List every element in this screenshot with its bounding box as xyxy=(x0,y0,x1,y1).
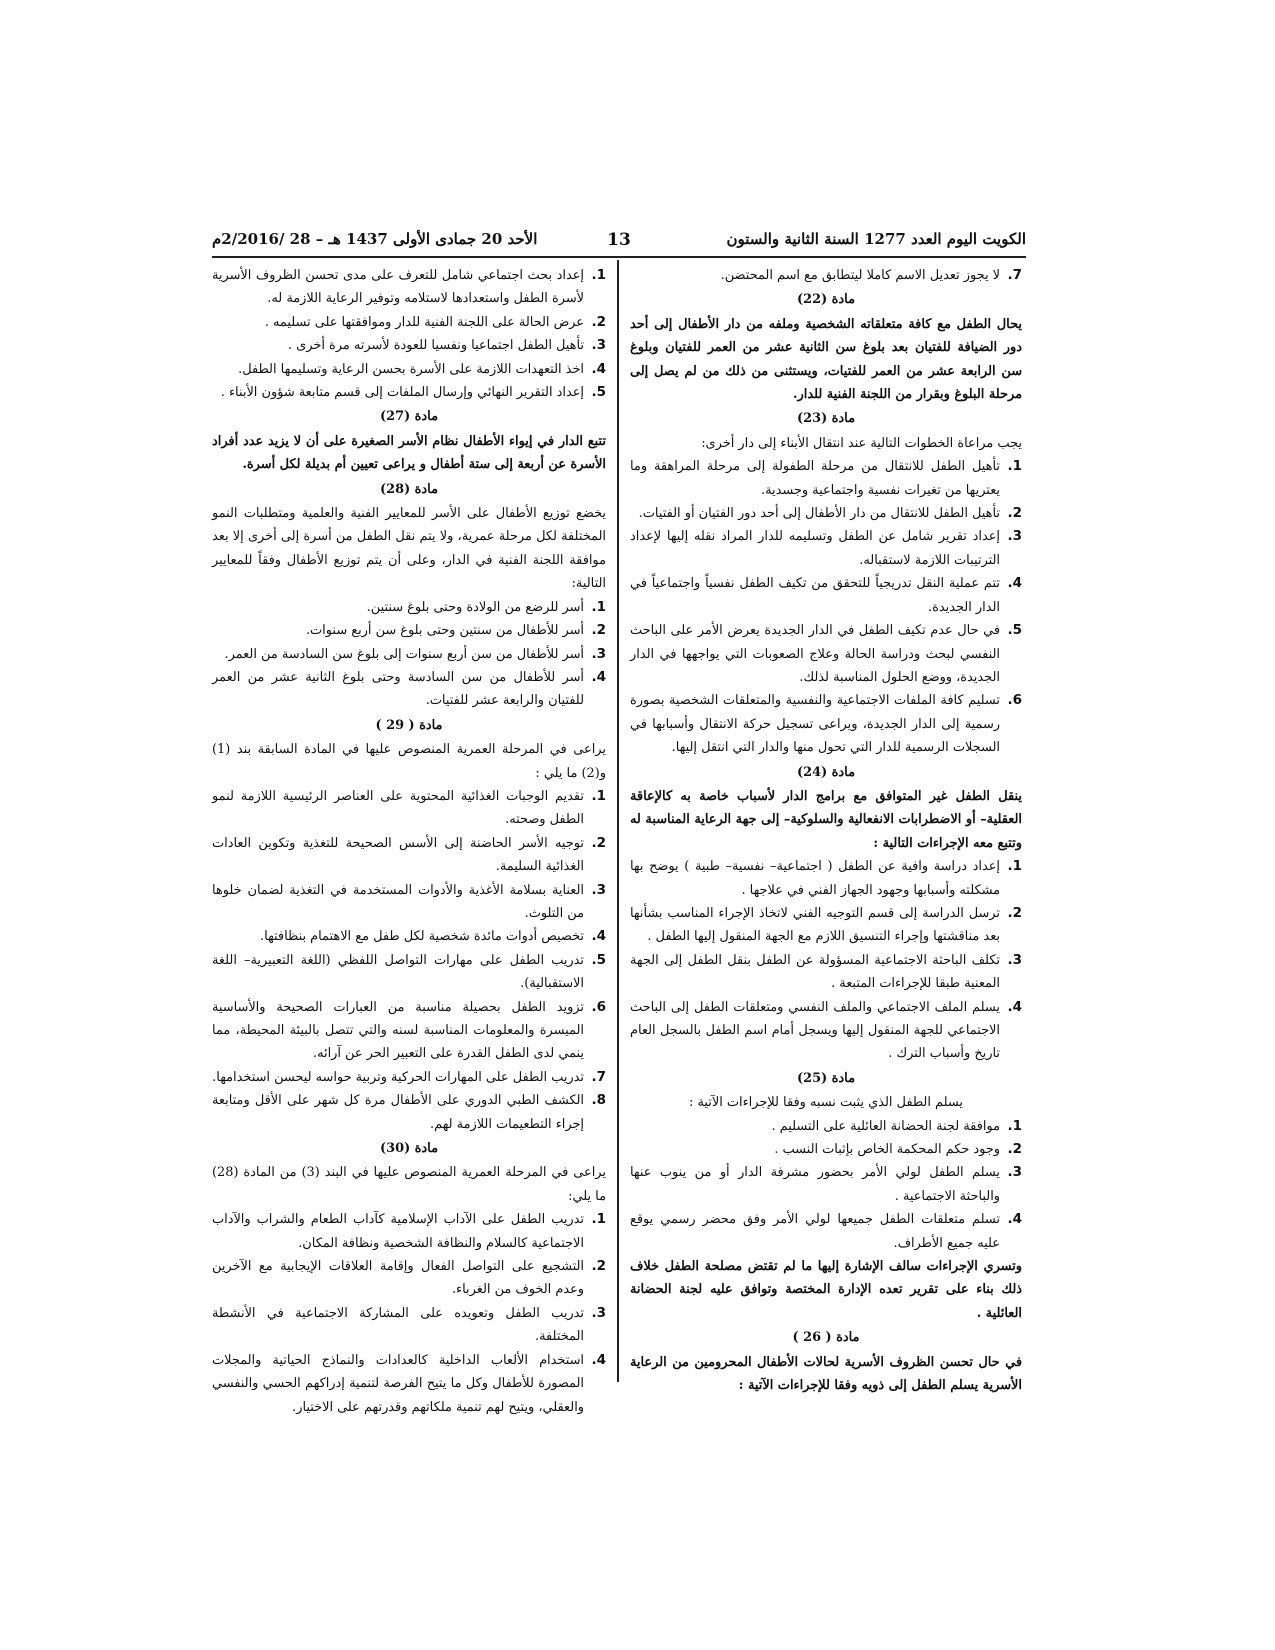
article-intro-28: يخضع توزيع الأطفال على الأسر للمعايير الفنية والعلمية ومتطلبات النمو المختلفة لكل مرحلة عمرية، ولا يتم نقل الطفل من أسرة إلى أخرى إلا بعد موافقة اللجنة الفنية في الدار، وعلى أن يتم توزيع الأطفال وفقاً للمعايير التالية: xyxy=(212,506,606,592)
list-item-text: توجيه الأسر الحاضنة إلى الأسس الصحيحة للتغذية وتكوين العادات الغذائية السليمة. xyxy=(212,835,584,875)
list-item-text: تأهيل الطفل للانتقال من دار الأطفال إلى أحد دور الفتيان أو الفتيات. xyxy=(638,506,1000,522)
list-item-text: أسر للرضع من الولادة وحتى بلوغ سنتين. xyxy=(366,599,584,615)
list-item-number: 2. xyxy=(1007,505,1022,522)
list-item-text: تسلم متعلقات الطفل جميعها لولي الأمر وفق محضر رسمي يوقع عليه جميع الأطراف. xyxy=(630,1212,1000,1251)
article-title-23: مادة (23) xyxy=(797,411,855,427)
list-item-number: 4. xyxy=(591,1351,606,1368)
list-item-text: تأهيل الطفل اجتماعيا ونفسيا للعودة لأسرته مرة أخرى . xyxy=(287,338,584,354)
top-list xyxy=(212,264,606,404)
list-item-text: تدريب الطفل على الآداب الإسلامية كآداب الطعام والشراب والآداب الاجتماعية كالسلام والنظافة الشخصية ونظافة المكان. xyxy=(212,1212,584,1251)
list-item-text: إعداد بحث اجتماعي شامل للتعرف على مدى تحسن الظروف الأسرية لأسرة الطفل واستعدادها لاستلامه وتوفير الرعاية اللازمة له. xyxy=(212,268,584,307)
list-item-text: أسر للأطفال من سن السادسة وحتى بلوغ الثانية عشر من العمر للفتيان والرابعة عشر للفتيات. xyxy=(212,669,584,709)
list-item xyxy=(630,1138,1022,1161)
list-item xyxy=(212,1066,606,1089)
right-column xyxy=(630,264,1022,1398)
article-title-27: مادة (27) xyxy=(380,409,438,425)
list-item xyxy=(212,358,606,381)
list-item xyxy=(212,596,606,619)
list-item xyxy=(212,666,606,713)
list-item-number: 3. xyxy=(591,1304,606,1321)
list-item-text: العناية بسلامة الأغذية والأدوات المستخدمة في التغذية لضمان خلوها من التلوث. xyxy=(212,882,584,921)
list-item-number: 5. xyxy=(591,384,606,401)
list-item-number: 2. xyxy=(591,622,606,639)
list-item-text: ترسل الدراسة إلى قسم التوجيه الفني لاتخاذ الإجراء المناسب بشأنها بعد مناقشتها وإجراء التنسيق اللازم مع الجهة المنقول إليها الطفل . xyxy=(630,905,1000,945)
list-item-number: 1. xyxy=(1007,458,1022,475)
list-item-text: تدريب الطفل على المهارات الحركية وتربية حواسه ليحسن استخدامها. xyxy=(212,1069,584,1085)
article-text-27: تتبع الدار في إيواء الأطفال نظام الأسر الصغيرة على أن لا يزيد عدد أفراد الأسرة عن أربعة إلى ستة أطفال و يراعى تعيين أم بديلة لكل أسرة. xyxy=(212,433,606,473)
list-item-number: 5. xyxy=(591,951,606,968)
article-outro-25: وتسري الإجراءات سالف الإشارة إليها ما لم تقتض مصلحة الطفل خلاف ذلك بناء على تقرير تعده الإدارة المختصة وتوافق عليه لجنة الحضانة العائلية . xyxy=(630,1259,1022,1321)
list-item-number: 4. xyxy=(1007,1211,1022,1228)
list-item-number: 2. xyxy=(1007,1141,1022,1158)
article-title-25: مادة (25) xyxy=(797,1070,855,1086)
list-item-number: 3. xyxy=(591,337,606,354)
list-item-number: 4. xyxy=(1007,998,1022,1015)
article-title-30: مادة (30) xyxy=(380,1141,438,1157)
list-item xyxy=(630,455,1022,502)
list-item-number: 6. xyxy=(1007,692,1022,709)
list-item-number: 1. xyxy=(591,1211,606,1228)
list-item-text: الكشف الطبي الدوري على الأطفال مرة كل شهر على الأقل ومتابعة إجراء التطعيمات اللازمة لهم. xyxy=(212,1093,584,1132)
list-item-text: في حال عدم تكيف الطفل في الدار الجديدة يعرض الأمر على الباحث النفسي لبحث ودراسة الحالة وعلاج الصعوبات التي يواجهها في الدار الجديدة، ووضع الحلول المناسبة لذلك. xyxy=(630,623,1000,685)
list-item-text: إعداد دراسة وافية عن الطفل ( اجتماعية– نفسية– طبية ) يوضح بها مشكلته وأسبابها وجهود الجهاز الفني في علاجها . xyxy=(630,859,1000,898)
article-title-26: مادة ( 26 ) xyxy=(792,1330,860,1346)
list-item-number: 4. xyxy=(591,360,606,377)
page-number: 13 xyxy=(607,230,631,250)
list-item-number: 5. xyxy=(1007,622,1022,639)
article-text-22: يحال الطفل مع كافة متعلقاته الشخصية وملفه من دار الأطفال إلى أحد دور الضيافة للفتيان بعد بلوغ سن الثانية عشر من العمر للفتيان وبلوغ سن الرابعة عشر من العمر للفتيات، ويستثنى من ذلك من لم يصل إلى مرحلة البلوغ وبقرار من اللجنة الفنية للدار. xyxy=(630,316,1022,403)
list-item-text: أسر للأطفال من سنتين وحتى بلوغ سن أربع سنوات. xyxy=(305,623,584,639)
list-item xyxy=(212,619,606,642)
list-item-text: إعداد تقرير شامل عن الطفل وتسليمه للدار المراد نقله إليها لإعداد الترتيبات اللازمة لاستقباله. xyxy=(630,529,1000,568)
article-25-list xyxy=(630,1115,1022,1255)
article-title-28: مادة (28) xyxy=(380,481,438,497)
list-item-number: 1. xyxy=(591,267,606,283)
list-item-number: 3. xyxy=(1007,528,1022,545)
list-item xyxy=(212,264,606,311)
article-intro-30: يراعى في المرحلة العمرية المنصوص عليها في البند (3) من المادة (28) ما يلي: xyxy=(212,1165,606,1204)
list-item-number: 1. xyxy=(591,787,606,804)
list-item-text: تسليم كافة الملفات الاجتماعية والنفسية والمتعلقات الشخصية بصورة رسمية إلى الدار الجديدة، ويراعى تسجيل حركة الانتقال وأسبابها في السجلات الرسمية للدار التي تحول منها والدار التي انتقل إليها. xyxy=(630,693,1000,756)
article-intro-25: يسلم الطفل الذي يثبت نسبه وفقا للإجراءات الآتية : xyxy=(689,1095,963,1111)
list-item-number: 7. xyxy=(591,1068,606,1085)
list-item-number: 6. xyxy=(591,998,606,1015)
list-item-text: يسلم الطفل لولي الأمر بحضور مشرفة الدار أو من ينوب عنها والباحثة الاجتماعية . xyxy=(630,1165,1000,1204)
list-item-number: 3. xyxy=(591,881,606,898)
list-item-number: 4. xyxy=(591,668,606,685)
list-item-number: 3. xyxy=(1007,1164,1022,1181)
list-item xyxy=(630,1208,1022,1255)
list-item-text: إعداد التقرير النهائي وإرسال الملفات إلى قسم متابعة شؤون الأبناء . xyxy=(220,385,584,401)
header-rule xyxy=(212,256,1026,258)
article-30-list xyxy=(212,1208,606,1419)
article-intro-24: ينقل الطفل غير المتوافق مع برامج الدار لأسباب خاصة به كالإعاقة العقلية– أو الاضطرابات الانفعالية والسلوكية– إلى جهة الرعاية المناسبة له وتتبع معه الإجراءات التالية : xyxy=(630,788,1022,851)
list-item xyxy=(630,1115,1022,1138)
list-item-number: 3. xyxy=(1007,951,1022,968)
list-item xyxy=(630,572,1022,619)
article-intro-29: يراعى في المرحلة العمرية المنصوص عليها في المادة السابقة بند (1) و(2) ما يلي : xyxy=(212,742,606,781)
list-item-number: 4. xyxy=(1007,575,1022,592)
list-item xyxy=(212,1302,606,1349)
list-item xyxy=(212,1255,606,1302)
list-item: 7. لا يجوز تعديل الاسم كاملا ليتطابق مع اسم المحتضن. xyxy=(720,267,1022,283)
list-item-text: تدريب الطفل على مهارات التواصل اللفظي (اللغة التعبيرية– اللغة الاستقبالية). xyxy=(212,952,584,992)
page-header xyxy=(212,228,1026,254)
list-item xyxy=(212,334,606,357)
list-item-number: 4. xyxy=(591,928,606,945)
list-item-text: التشجيع على التواصل الفعال وإقامة العلاقات الإيجابية مع الآخرين وعدم الخوف من الغرباء. xyxy=(212,1259,584,1298)
list-item-text: أسر للأطفال من سن أربع سنوات إلى بلوغ سن السادسة من العمر. xyxy=(224,646,584,662)
article-24-list xyxy=(630,855,1022,1066)
header-date: الأحد 20 جمادى الأولى 1437 هـ – 28 /2/2016م xyxy=(212,230,538,248)
list-item-text: تدريب الطفل وتعويده على المشاركة الاجتماعية في الأنشطة المختلفة. xyxy=(212,1305,584,1345)
list-item xyxy=(212,1208,606,1255)
list-item-text: تقديم الوجبات الغذائية المحتوية على العناصر الرئيسية اللازمة لنمو الطفل وصحته. xyxy=(212,788,584,828)
article-title-24: مادة (24) xyxy=(797,764,855,780)
list-item-text: اخذ التعهدات اللازمة على الأسرة بحسن الرعاية وتسليمها الطفل. xyxy=(238,361,584,377)
article-29-list xyxy=(212,785,606,1136)
column-divider xyxy=(617,260,619,1382)
left-column xyxy=(212,264,606,1419)
list-item-number: 2. xyxy=(591,1258,606,1275)
list-item xyxy=(212,311,606,334)
article-28-list xyxy=(212,596,606,713)
article-intro-23: يجب مراعاة الخطوات التالية عند انتقال الأبناء إلى دار أخرى: xyxy=(701,435,1022,451)
list-item xyxy=(630,902,1022,949)
list-item xyxy=(212,785,606,832)
article-title-22: مادة (22) xyxy=(797,292,855,308)
list-item-text: تكلف الباحثة الاجتماعية المسؤولة عن الطفل بنقل الطفل إلى الجهة المعنية طبقا للإجراءات المتبعة . xyxy=(630,952,1000,992)
list-item xyxy=(630,949,1022,996)
list-item xyxy=(212,949,606,996)
list-item-text: تأهيل الطفل للانتقال من مرحلة الطفولة إلى مرحلة المراهقة وما يعتريها من تغيرات نفسية واجتماعية وجسدية. xyxy=(630,459,1000,498)
list-item-text: يسلم الملف الاجتماعي والملف النفسي ومتعلقات الطفل إلى الباحث الاجتماعي للجهة المنقول إليها ويسجل أمام اسم الطفل بالسجل العام تاريخ وأسباب الترك . xyxy=(630,999,1000,1062)
list-item-number: 2. xyxy=(591,313,606,330)
list-item-text: عرض الحالة على اللجنة الفنية للدار وموافقتها على تسليمه . xyxy=(264,314,584,330)
header-publication: الكويت اليوم العدد 1277 السنة الثانية والستون xyxy=(726,230,1026,248)
list-item-text: موافقة لجنة الحضانة العائلية على التسليم . xyxy=(771,1118,1000,1134)
article-text-26: في حال تحسن الظروف الأسرية لحالات الأطفال المحرومين من الرعاية الأسرية يسلم الطفل إلى ذويه وفقا للإجراءات الآتية : xyxy=(630,1354,1022,1394)
list-item xyxy=(630,619,1022,689)
list-item-text: وجود حكم المحكمة الخاص بإثبات النسب . xyxy=(774,1142,1000,1158)
list-item-text: تتم عملية النقل تدريجياً للتحقق من تكيف الطفل نفسياً واجتماعياً في الدار الجديدة. xyxy=(630,576,1000,615)
list-item xyxy=(630,525,1022,572)
list-item-number: 1. xyxy=(1007,1117,1022,1134)
list-item xyxy=(630,689,1022,759)
list-item-text: تزويد الطفل بحصيلة مناسبة من العبارات الصحيحة والأساسية الميسرة والمعلومات المناسبة لسنه والتي تتصل بالبيئة المحيطة، مما ينمي لدى الطفل القدرة على التعبير الحر عن آرائه. xyxy=(212,999,584,1062)
list-item xyxy=(212,381,606,404)
list-item-number: 2. xyxy=(1007,904,1022,921)
list-item-text: استخدام الألعاب الداخلية كالعدادات والنماذج الحياتية والمجلات المصورة للأطفال وكل ما يتيح الفرصة لتنمية إدراكهم الحسي والنفسي والعقلي، ويتيح لهم تنمية ملكاتهم وقدرتهم على الاختيار. xyxy=(212,1352,584,1415)
list-item-number: 1. xyxy=(1007,858,1022,875)
list-item xyxy=(212,879,606,926)
list-item-text: تخصيص أدوات مائدة شخصية لكل طفل مع الاهتمام بنظافتها. xyxy=(260,929,584,945)
list-item xyxy=(212,1349,606,1419)
list-item-number: 2. xyxy=(591,834,606,851)
list-item xyxy=(630,996,1022,1066)
list-item xyxy=(630,1161,1022,1208)
article-title-29: مادة ( 29 ) xyxy=(375,717,443,733)
list-item xyxy=(212,996,606,1066)
list-item xyxy=(212,1089,606,1136)
list-item-number: 8. xyxy=(591,1092,606,1109)
article-23-list xyxy=(630,455,1022,759)
list-item-number: 3. xyxy=(591,645,606,662)
list-item xyxy=(630,502,1022,525)
list-item xyxy=(212,925,606,948)
list-item xyxy=(212,643,606,666)
list-item xyxy=(630,855,1022,902)
list-item-number: 1. xyxy=(591,598,606,615)
list-item xyxy=(212,832,606,879)
